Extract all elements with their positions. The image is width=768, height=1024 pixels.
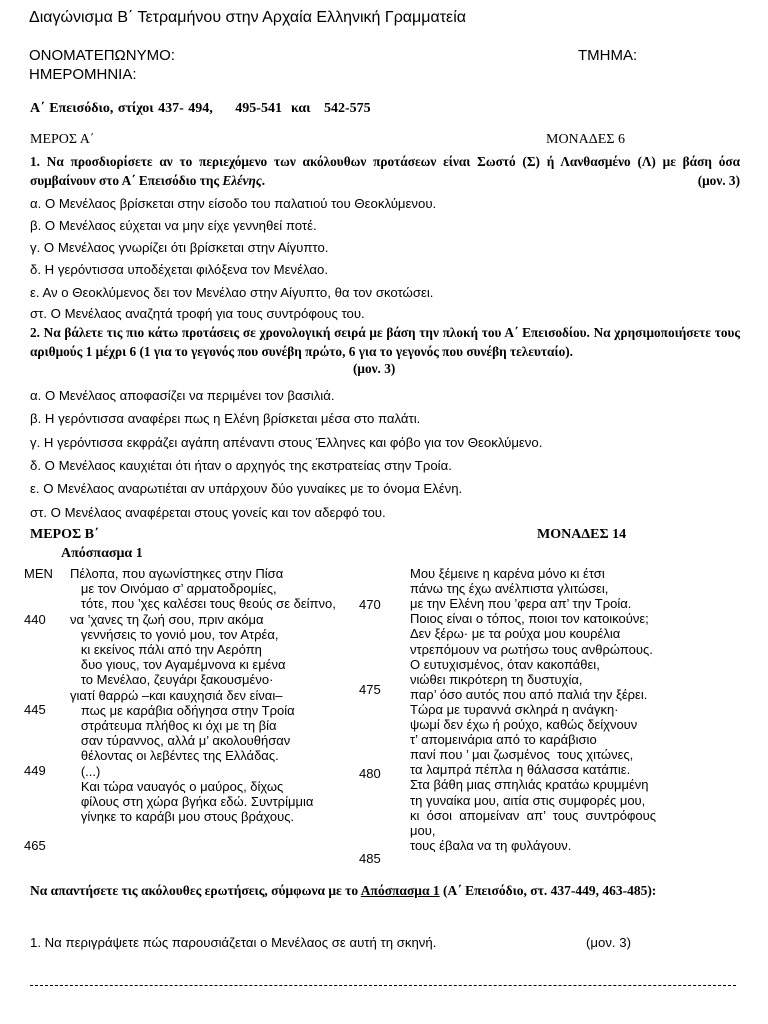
poem-line: Δεν ξέρω· με τα ρούχα μου κουρέλια [410, 626, 621, 642]
exam-title: Διαγώνισμα Β΄ Τετραμήνου στην Αρχαία Ελληνική Γραμματεία [29, 9, 466, 26]
poem-line: (...) [70, 763, 101, 779]
poem-line: κι εκείνος πάλι από την Αερόπη [70, 642, 262, 657]
line-number: 449 [24, 763, 46, 778]
poem-line: γιατί θαρρώ –και καυχησιά δεν είναι– [70, 687, 283, 703]
poem-line: Στα βάθη μιας σπηλιάς κρατάω κρυμμένη [410, 777, 649, 793]
poem-line: Και τώρα ναυαγός ο μαύρος, δίχως [70, 778, 284, 794]
date-label: ΗΜΕΡΟΜΗΝΙΑ: [29, 66, 137, 83]
poem-line: τους έβαλα να τη φυλάγουν. [410, 837, 572, 853]
poem-line: μου, [410, 822, 436, 838]
list-item: γ. Ο Μενέλαος γνωρίζει ότι βρίσκεται στην Αίγυπτο. [30, 240, 329, 255]
line-number: 465 [24, 838, 46, 853]
line-number: 480 [359, 766, 381, 781]
instructions-start: Να απαντήσετε τις ακόλουθες ερωτήσεις, σύμφωνα με το [30, 883, 361, 898]
question-2 [30, 323, 740, 361]
poem-line: τ’ απομεινάρια από το καράβισιο [410, 732, 597, 748]
question-1-text: 1. Να προσδιορίσετε αν το περιεχόμενο των ακόλουθων προτάσεων είναι Σωστό (Σ) ή Λανθασμένο (Λ) με βάση όσα συμβαίνουν στο Α΄ Επεισόδιο της [30, 154, 740, 188]
part-b-question-1: 1. Να περιγράψετε πώς παρουσιάζεται ο Μενέλαος σε αυτή τη σκηνή. [30, 935, 437, 950]
list-item: γ. Η γερόντισσα εκφράζει αγάπη απέναντι στους Έλληνες και φόβο για τον Θεοκλύμενο. [30, 435, 543, 450]
poem-line: γίνηκε το καράβι μου στους βράχους. [70, 809, 295, 825]
poem-line: πανί που ’ μαι ζωσμένος τους χιτώνες, [410, 747, 634, 763]
poem-line: δυο γιους, τον Αγαμέμνονα κι εμένα [70, 657, 286, 673]
list-item: ε. Αν ο Θεοκλύμενος δει τον Μενέλαο στην Αίγυπτο, θα τον σκοτώσει. [30, 285, 434, 300]
part-a-marks: ΜΟΝΑΔΕΣ 6 [546, 132, 625, 147]
poem-line: Ο ευτυχισμένος, όταν κακοπάθει, [410, 656, 600, 672]
list-item: ε. Ο Μενέλαος αναρωτιέται αν υπάρχουν δύο γυναίκες με το όνομα Ελένη. [30, 481, 463, 496]
poem-line: νιώθει πικρότερη τη δυστυχία, [410, 671, 583, 687]
excerpt-title: Απόσπασμα 1 [61, 546, 143, 561]
question-1-marks: (μον. 3) [697, 173, 740, 188]
poem-line: Μου ξέμεινε η καρένα μόνο κι έτσι [410, 566, 605, 581]
line-number: 485 [359, 851, 381, 866]
question-1-italic: Ελένης [222, 173, 262, 188]
poem-line: παρ’ όσο αυτός που από παλιά την ξέρει. [410, 686, 648, 702]
class-label: ΤΜΗΜΑ: [578, 47, 638, 64]
poem-line: Ποιος είναι ο τόπος, ποιοι τον κατοικούνε; [410, 611, 649, 627]
poem-line: φίλους στη χώρα βγήκα εδώ. Συντρίμμια [70, 794, 314, 809]
poem-line: Πέλοπα, που αγωνίστηκες στην Πίσα [70, 566, 284, 581]
instructions-excerpt-ref: Απόσπασμα 1 [360, 883, 440, 898]
poem-line: Τώρα με τυραννά σκληρά η ανάγκη· [410, 701, 619, 717]
list-item: β. Ο Μενέλαος εύχεται να μην είχε γεννηθεί ποτέ. [30, 218, 317, 233]
instructions [30, 882, 742, 900]
list-item: στ. Ο Μενέλαος αναζητά τροφή για τους συντρόφους του. [30, 306, 365, 321]
name-label: ΟΝΟΜΑΤΕΠΩΝΥΜΟ: [29, 47, 175, 64]
poem-line: το Μενέλαο, ζευγάρι ξακουσμένο· [70, 672, 274, 688]
poem-line: κι όσοι απομείναν απ’ τους συντρόφους [410, 807, 656, 823]
part-a-label: ΜΕΡΟΣ Α΄ [30, 132, 95, 147]
speaker-label: ΜΕΝ [24, 566, 53, 581]
answer-line [30, 985, 736, 986]
question-1 [30, 152, 740, 190]
poem-line: με την Ελένη που ’φερα απ’ την Τροία. [410, 596, 632, 612]
line-number: 475 [359, 682, 381, 697]
list-item: α. Ο Μενέλαος αποφασίζει να περιμένει τον βασιλιά. [30, 388, 335, 403]
part-b-label: ΜΕΡΟΣ Β΄ [30, 527, 99, 542]
poem-line: στράτευμα πλήθος κι όχι με τη βία [70, 718, 277, 733]
line-number: 470 [359, 597, 381, 612]
list-item: στ. Ο Μενέλαος αναφέρεται στους γονείς και τον αδερφό του. [30, 505, 386, 520]
list-item: δ. Ο Μενέλαος καυχιέται ότι ήταν ο αρχηγός της εκστρατείας στην Τροία. [30, 458, 452, 473]
poem-line: ψωμί δεν έχω ή ρούχο, καθώς δείχνουν [410, 717, 638, 732]
poem-line: τα λαμπρά πέπλα η θάλασσα κατάπιε. [410, 762, 631, 778]
list-item: α. Ο Μενέλαος βρίσκεται στην είσοδο του παλατιού του Θεοκλύμενου. [30, 196, 437, 211]
question-1-end: . [261, 173, 266, 188]
line-number: 440 [24, 612, 46, 627]
list-item: β. Η γερόντισσα αναφέρει πως η Ελένη βρίσκεται μέσα στο παλάτι. [30, 411, 421, 426]
part-b-marks: ΜΟΝΑΔΕΣ 14 [537, 527, 627, 542]
poem-line: να ’χανες τη ζωή σου, πριν ακόμα [70, 611, 264, 627]
poem-line: σαν τύραννος, αλλά μ’ ακολουθήσαν [70, 733, 291, 749]
poem-line: γεννήσεις το γονιό μου, τον Ατρέα, [70, 626, 279, 642]
part-b-question-1-marks: (μον. 3) [586, 935, 631, 950]
question-2-text: 2. Να βάλετε τις πιο κάτω προτάσεις σε χρονολογική σειρά με βάση την πλοκή του Α΄ Επεισοδίου. Να χρησιμοποιήσετε τους αριθμούς 1 μέχρι 6 (1 για το γεγονός που συνέβη πρώτο, 6 για το γεγονός που συνέβη τελευταίο). [30, 325, 740, 359]
poem-line: τότε, που ’χες καλέσει τους θεούς σε δείπνο, [70, 596, 336, 612]
poem-line: θέλοντας οι λεβέντες της Ελλάδας. [70, 748, 279, 764]
line-number: 445 [24, 702, 46, 717]
question-2-marks: (μον. 3) [353, 361, 396, 376]
episode-heading: Α΄ Επεισόδιο, στίχοι 437- 494, 495-541 και 542-575 [30, 101, 371, 116]
instructions-end: (Α΄ Επεισόδιο, στ. 437-449, 463-485): [439, 883, 657, 898]
poem-line: τη γυναίκα μου, αιτία στις συμφορές μου, [410, 792, 646, 808]
poem-line: πάνω της έχω ανέλπιστα γλιτώσει, [410, 581, 609, 597]
poem-line: με τον Οινόμαο σ’ αρματοδρομίες, [70, 581, 277, 597]
poem-line: ντρεπόμουν να ρωτήσω τους ανθρώπους. [410, 641, 653, 657]
list-item: δ. Η γερόντισσα υποδέχεται φιλόξενα τον Μενέλαο. [30, 262, 329, 277]
poem-line: πως με καράβια οδήγησα στην Τροία [70, 702, 295, 718]
